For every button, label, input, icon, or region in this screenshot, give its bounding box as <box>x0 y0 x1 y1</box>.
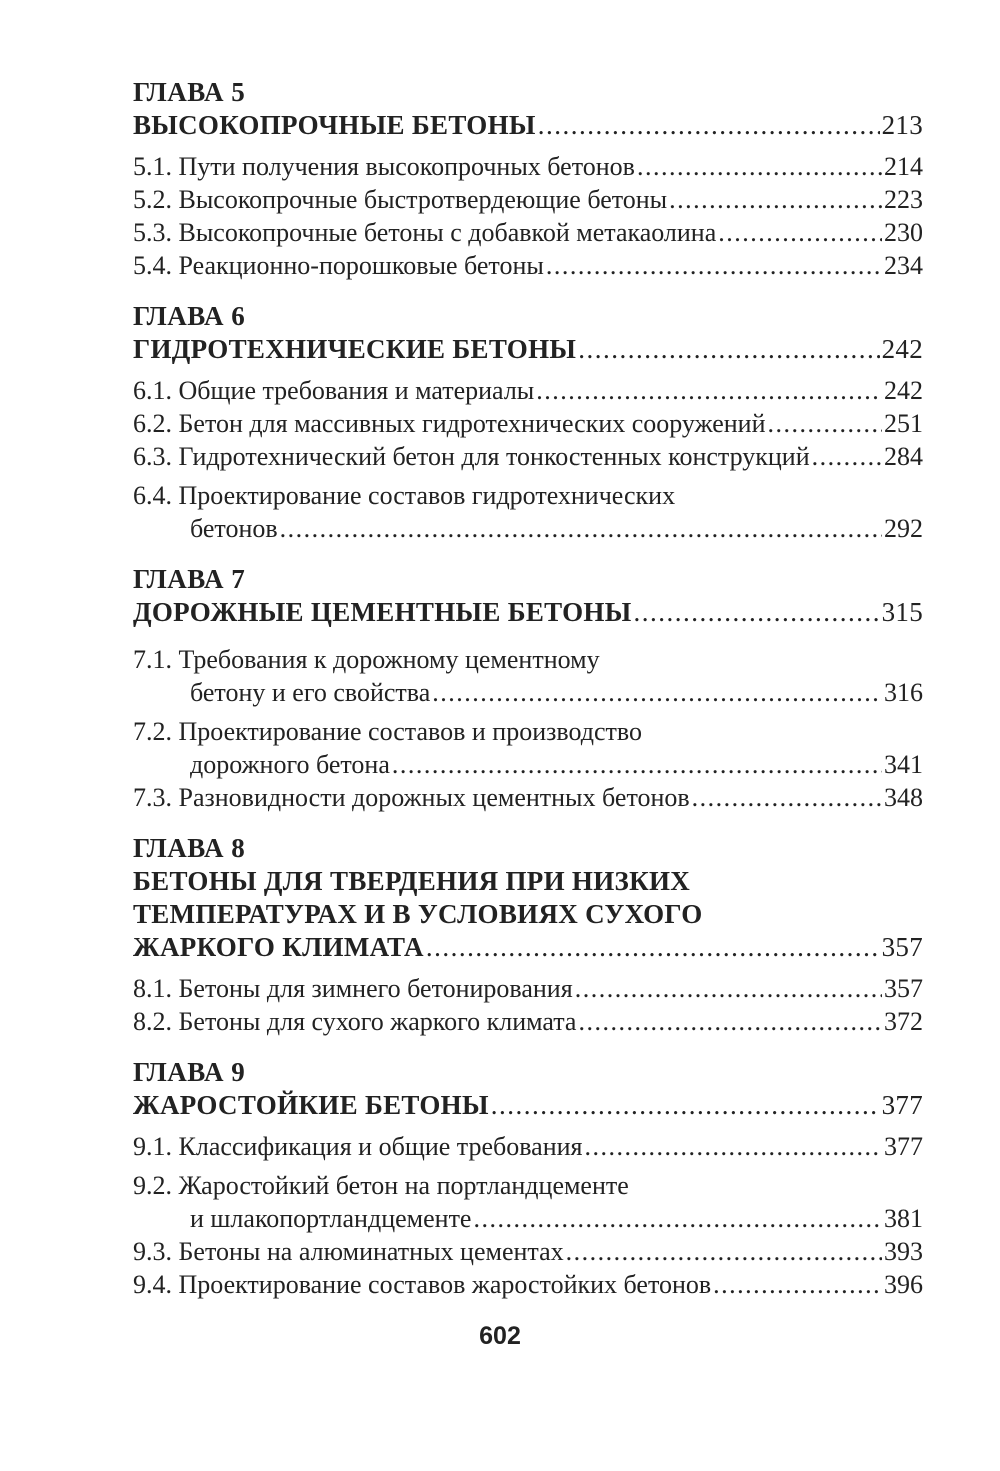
toc-entry[interactable] <box>133 1169 923 1235</box>
chapter-title-line: БЕТОНЫ ДЛЯ ТВЕРДЕНИЯ ПРИ НИЗКИХ <box>133 866 691 896</box>
toc-entry-line <box>133 972 923 1005</box>
section-title: Разновидности дорожных цементных бетонов <box>178 783 690 812</box>
section-number: 6.2. <box>133 409 172 438</box>
toc-entry[interactable] <box>133 1268 923 1301</box>
chapter-title <box>133 109 923 142</box>
toc-entry[interactable] <box>133 1130 923 1163</box>
dot-leader <box>491 1089 880 1122</box>
section-title: Проектирование составов гидротехнических <box>178 481 676 510</box>
chapter-page-number: 213 <box>881 110 923 140</box>
section-number: 5.1. <box>133 152 172 181</box>
toc-entry-line <box>133 150 923 183</box>
chapter-label: ГЛАВА 6 <box>133 301 246 331</box>
toc-entry[interactable] <box>133 643 923 709</box>
chapter-page-number: 357 <box>881 932 923 962</box>
toc-entry-line <box>133 1130 923 1163</box>
section-title: Реакционно-порошковые бетоны <box>178 251 544 280</box>
chapter <box>133 300 923 545</box>
dot-leader <box>578 1005 882 1038</box>
section-page-number: 242 <box>884 376 923 405</box>
section-title: Классификация и общие требования <box>178 1132 583 1161</box>
section-heading <box>133 972 573 1005</box>
chapter-title-entry[interactable] <box>133 931 923 964</box>
section-heading <box>133 374 534 407</box>
toc-entry-first-line <box>133 643 923 676</box>
chapter-label: ГЛАВА 9 <box>133 1057 246 1087</box>
dot-leader <box>669 183 882 216</box>
dot-leader <box>546 249 882 282</box>
toc-entry-line <box>133 374 923 407</box>
toc-entry[interactable] <box>133 374 923 407</box>
chapter-title <box>133 1089 923 1122</box>
section-list <box>133 1130 923 1301</box>
section-number: 6.4. <box>133 481 172 510</box>
dot-leader <box>713 1268 882 1301</box>
toc-entry-first-line <box>133 715 923 748</box>
dot-leader <box>536 374 882 407</box>
chapter-title <box>133 333 923 366</box>
section-heading <box>133 183 667 216</box>
section-title: Бетоны на алюминатных цементах <box>178 1237 564 1266</box>
dot-leader <box>768 407 883 440</box>
toc-entry-continuation <box>133 512 923 545</box>
chapter-title-text: ЖАРОСТОЙКИЕ БЕТОНЫ <box>133 1090 489 1120</box>
page-number: 602 <box>479 1322 521 1350</box>
section-page-number: 292 <box>884 514 923 543</box>
dot-leader <box>718 216 882 249</box>
toc-entry[interactable] <box>133 1005 923 1038</box>
section-number: 7.1. <box>133 645 172 674</box>
chapter-page-number: 377 <box>881 1090 923 1120</box>
section-page-number: 377 <box>884 1132 923 1161</box>
section-heading <box>133 407 766 440</box>
toc-entry[interactable] <box>133 781 923 814</box>
section-page-number: 316 <box>884 678 923 707</box>
toc-entry[interactable] <box>133 183 923 216</box>
section-title: Жаростойкий бетон на портландцементе <box>178 1171 629 1200</box>
chapter-page-number: 315 <box>881 597 923 627</box>
chapter-title-entry[interactable] <box>133 596 923 629</box>
toc-entry-line <box>133 781 923 814</box>
chapter-title <box>133 865 923 964</box>
dot-leader <box>566 1235 882 1268</box>
section-page-number: 348 <box>884 783 923 812</box>
section-page-number: 284 <box>884 442 923 471</box>
section-page-number: 393 <box>884 1237 923 1266</box>
dot-leader <box>578 333 879 366</box>
section-page-number: 234 <box>884 251 923 280</box>
toc-entry[interactable] <box>133 150 923 183</box>
chapter-title-text: ДОРОЖНЫЕ ЦЕМЕНТНЫЕ БЕТОНЫ <box>133 597 632 627</box>
section-title-continuation: и шлакопортландцементе <box>190 1204 472 1233</box>
chapter-page-number: 242 <box>881 334 923 364</box>
toc-entry-line <box>133 216 923 249</box>
dot-leader <box>585 1130 882 1163</box>
section-heading <box>133 781 690 814</box>
section-number: 9.3. <box>133 1237 172 1266</box>
toc-entry-continuation <box>133 676 923 709</box>
section-number: 9.1. <box>133 1132 172 1161</box>
section-title: Пути получения высокопрочных бетонов <box>178 152 635 181</box>
toc-entry-line <box>133 183 923 216</box>
section-number: 8.2. <box>133 1007 172 1036</box>
section-number: 7.3. <box>133 783 172 812</box>
section-number: 5.3. <box>133 218 172 247</box>
toc-entry-continuation <box>133 748 923 781</box>
section-page-number: 230 <box>884 218 923 247</box>
chapter-title-entry[interactable] <box>133 333 923 366</box>
section-list <box>133 643 923 814</box>
chapter <box>133 832 923 1038</box>
dot-leader <box>392 748 882 781</box>
toc-entry[interactable] <box>133 440 923 473</box>
toc-entry[interactable] <box>133 1235 923 1268</box>
dot-leader <box>473 1202 882 1235</box>
toc-entry[interactable] <box>133 407 923 440</box>
section-title: Гидротехнический бетон для тонкостенных конструкций <box>178 442 810 471</box>
toc-entry-line <box>133 1268 923 1301</box>
section-page-number: 396 <box>884 1270 923 1299</box>
section-list <box>133 972 923 1038</box>
section-heading <box>133 1005 576 1038</box>
toc-entry-first-line <box>133 479 923 512</box>
toc-entry[interactable] <box>133 216 923 249</box>
section-title: Высокопрочные бетоны с добавкой метакаолина <box>178 218 717 247</box>
chapter <box>133 76 923 282</box>
section-page-number: 357 <box>884 974 923 1003</box>
toc-entry-continuation <box>133 1202 923 1235</box>
dot-leader <box>634 596 880 629</box>
chapter-label: ГЛАВА 5 <box>133 77 246 107</box>
section-number: 5.4. <box>133 251 172 280</box>
section-number: 5.2. <box>133 185 172 214</box>
section-heading <box>133 1268 711 1301</box>
toc-entry-line <box>133 407 923 440</box>
section-heading <box>133 440 810 473</box>
section-number: 9.2. <box>133 1171 172 1200</box>
section-page-number: 251 <box>884 409 923 438</box>
section-heading <box>133 1130 583 1163</box>
dot-leader <box>692 781 882 814</box>
toc-entry-line <box>133 1235 923 1268</box>
chapter <box>133 563 923 814</box>
chapter-label: ГЛАВА 8 <box>133 833 246 863</box>
section-heading <box>133 249 544 282</box>
section-page-number: 372 <box>884 1007 923 1036</box>
chapter-title <box>133 596 923 629</box>
section-title: Бетоны для зимнего бетонирования <box>178 974 573 1003</box>
section-number: 9.4. <box>133 1270 172 1299</box>
section-title-continuation: бетонов <box>190 514 278 543</box>
section-heading <box>133 216 716 249</box>
chapter-title-text: ЖАРКОГО КЛИМАТА <box>133 932 424 962</box>
chapter-title-entry[interactable] <box>133 1089 923 1122</box>
table-of-contents <box>133 76 923 1319</box>
section-heading <box>133 150 635 183</box>
chapter-title-entry[interactable] <box>133 109 923 142</box>
chapter-title-text: ГИДРОТЕХНИЧЕСКИЕ БЕТОНЫ <box>133 334 577 364</box>
section-title: Проектирование составов жаростойких бетонов <box>178 1270 712 1299</box>
section-number: 7.2. <box>133 717 172 746</box>
toc-entry-line <box>133 440 923 473</box>
toc-entry-line <box>133 249 923 282</box>
section-title: Бетоны для сухого жаркого климата <box>178 1007 577 1036</box>
toc-entry-first-line <box>133 1169 923 1202</box>
section-title-continuation: бетону и его свойства <box>190 678 431 707</box>
section-page-number: 381 <box>884 1204 923 1233</box>
dot-leader <box>280 512 882 545</box>
section-title: Общие требования и материалы <box>178 376 535 405</box>
dot-leader <box>575 972 882 1005</box>
toc-entry[interactable] <box>133 479 923 545</box>
section-number: 8.1. <box>133 974 172 1003</box>
section-page-number: 223 <box>884 185 923 214</box>
chapter-title-text: ВЫСОКОПРОЧНЫЕ БЕТОНЫ <box>133 110 536 140</box>
section-title: Проектирование составов и производство <box>178 717 642 746</box>
section-title-continuation: дорожного бетона <box>190 750 390 779</box>
section-number: 6.1. <box>133 376 172 405</box>
section-number: 6.3. <box>133 442 172 471</box>
toc-entry[interactable] <box>133 972 923 1005</box>
dot-leader <box>812 440 882 473</box>
dot-leader <box>426 931 880 964</box>
chapter-title-line: ТЕМПЕРАТУРАХ И В УСЛОВИЯХ СУХОГО <box>133 899 703 929</box>
section-page-number: 341 <box>884 750 923 779</box>
section-list <box>133 374 923 545</box>
section-title: Высокопрочные быстротвердеющие бетоны <box>178 185 668 214</box>
section-title: Бетон для массивных гидротехнических сооружений <box>178 409 766 438</box>
toc-entry-line <box>133 1005 923 1038</box>
section-heading <box>133 1235 564 1268</box>
section-title: Требования к дорожному цементному <box>178 645 600 674</box>
dot-leader <box>637 150 882 183</box>
dot-leader <box>432 676 882 709</box>
section-page-number: 214 <box>884 152 923 181</box>
chapter <box>133 1056 923 1301</box>
toc-entry[interactable] <box>133 249 923 282</box>
chapter-label: ГЛАВА 7 <box>133 564 246 594</box>
dot-leader <box>538 109 880 142</box>
section-list <box>133 150 923 282</box>
toc-entry[interactable] <box>133 715 923 781</box>
